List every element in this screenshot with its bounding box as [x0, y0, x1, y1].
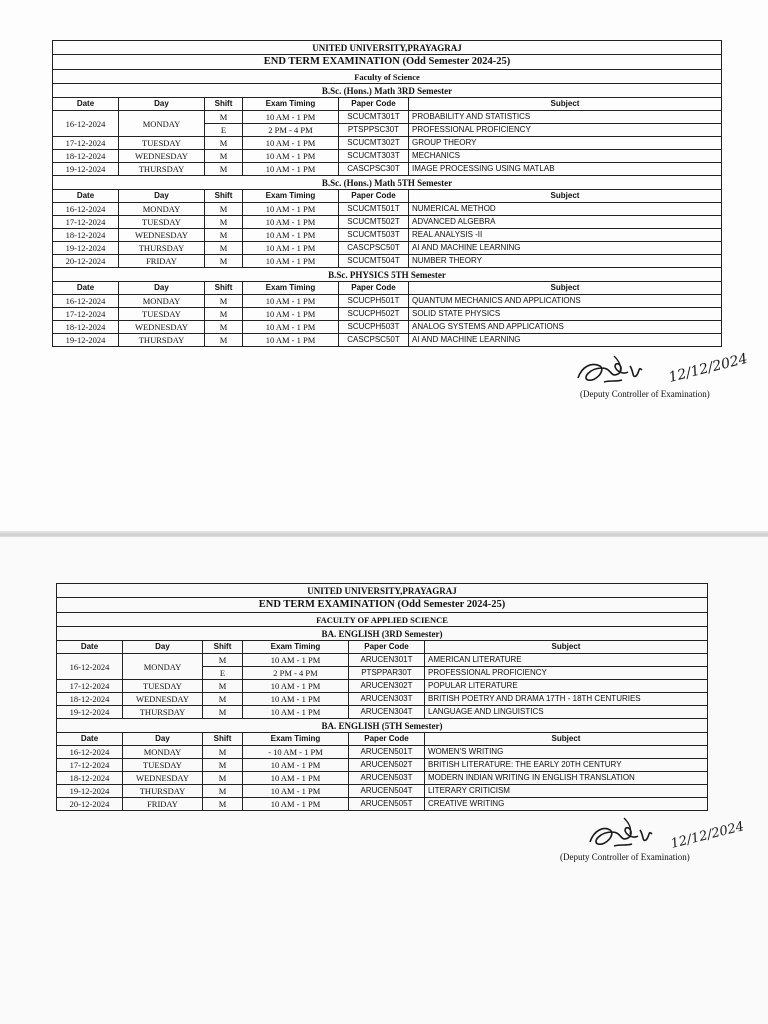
table-row: [57, 772, 708, 785]
table-row: [57, 693, 708, 706]
exam-timing: - 10 AM - 1 PM: [243, 746, 349, 759]
subject-name: REAL ANALYSIS -II: [409, 229, 722, 242]
header-date: Date: [53, 282, 119, 295]
exam-title-row: [57, 598, 708, 613]
exam-timing: 10 AM - 1 PM: [243, 255, 339, 268]
exam-timing: 10 AM - 1 PM: [243, 163, 339, 176]
exam-day: WEDNESDAY: [123, 693, 203, 706]
section-title-row: [53, 84, 722, 98]
exam-title-row: [53, 55, 722, 70]
header-shift: Shift: [205, 190, 243, 203]
exam-date: 16-12-2024: [53, 111, 119, 137]
exam-date: 17-12-2024: [57, 680, 123, 693]
header-date: Date: [53, 98, 119, 111]
exam-timing: 10 AM - 1 PM: [243, 308, 339, 321]
exam-day: THURSDAY: [119, 242, 205, 255]
subject-name: NUMBER THEORY: [409, 255, 722, 268]
header-date: Date: [57, 641, 123, 654]
subject-name: AI AND MACHINE LEARNING: [409, 334, 722, 347]
exam-shift: M: [205, 216, 243, 229]
exam-shift: M: [203, 785, 243, 798]
signature-date: 12/12/2024: [669, 819, 746, 852]
section-title: BA. ENGLISH (3RD Semester): [57, 627, 708, 641]
exam-day: TUESDAY: [123, 680, 203, 693]
faculty-title-row: [57, 613, 708, 627]
subject-name: PROBABILITY AND STATISTICS: [409, 111, 722, 124]
exam-shift: M: [203, 772, 243, 785]
paper-code: SCUCMT303T: [339, 150, 409, 163]
header-day: Day: [119, 98, 205, 111]
signature-date: 12/12/2024: [667, 350, 750, 386]
subject-name: QUANTUM MECHANICS AND APPLICATIONS: [409, 295, 722, 308]
subject-name: ANALOG SYSTEMS AND APPLICATIONS: [409, 321, 722, 334]
exam-date: 18-12-2024: [57, 772, 123, 785]
paper-code: ARUCEN503T: [349, 772, 425, 785]
paper-code: SCUCMT301T: [339, 111, 409, 124]
exam-date: 19-12-2024: [57, 706, 123, 719]
exam-timing: 2 PM - 4 PM: [243, 667, 349, 680]
section-title: B.Sc. (Hons.) Math 3RD Semester: [53, 84, 722, 98]
exam-shift: M: [203, 693, 243, 706]
faculty-title-row: [53, 70, 722, 84]
section-title: B.Sc. PHYSICS 5TH Semester: [53, 268, 722, 282]
subject-name: LANGUAGE AND LINGUISTICS: [425, 706, 708, 719]
exam-date: 19-12-2024: [53, 242, 119, 255]
exam-date: 19-12-2024: [57, 785, 123, 798]
exam-shift: M: [205, 242, 243, 255]
exam-shift: M: [203, 706, 243, 719]
exam-shift: M: [205, 334, 243, 347]
header-subject: Subject: [425, 733, 708, 746]
paper-code: SCUCMT501T: [339, 203, 409, 216]
paper-code: ARUCEN504T: [349, 785, 425, 798]
paper-code: ARUCEN502T: [349, 759, 425, 772]
signature-block: [570, 350, 750, 402]
faculty-title: Faculty of Science: [53, 70, 722, 84]
paper-code: ARUCEN303T: [349, 693, 425, 706]
subject-name: WOMEN'S WRITING: [425, 746, 708, 759]
paper-code: SCUCPH501T: [339, 295, 409, 308]
exam-timing: 2 PM - 4 PM: [243, 124, 339, 137]
section-title: B.Sc. (Hons.) Math 5TH Semester: [53, 176, 722, 190]
column-header-row: [53, 282, 722, 295]
paper-code: SCUCMT302T: [339, 137, 409, 150]
exam-day: MONDAY: [119, 111, 205, 137]
signatory-caption: (Deputy Controller of Examination): [560, 852, 690, 862]
paper-code: PTSPPSC30T: [339, 124, 409, 137]
signature-block: [560, 812, 746, 864]
exam-day: THURSDAY: [123, 706, 203, 719]
exam-shift: E: [203, 667, 243, 680]
table-row: [57, 654, 708, 667]
subject-name: POPULAR LITERATURE: [425, 680, 708, 693]
exam-shift: M: [205, 150, 243, 163]
header-paper-code: Paper Code: [339, 190, 409, 203]
table-row: [53, 111, 722, 124]
column-header-row: [53, 98, 722, 111]
exam-date: 16-12-2024: [53, 203, 119, 216]
exam-timing: 10 AM - 1 PM: [243, 785, 349, 798]
university-title-row: [57, 584, 708, 598]
exam-shift: M: [203, 654, 243, 667]
signatory-caption: (Deputy Controller of Examination): [580, 389, 710, 399]
exam-timing: 10 AM - 1 PM: [243, 321, 339, 334]
exam-timetable-science: [52, 40, 722, 347]
section-title-row: [57, 719, 708, 733]
exam-title: END TERM EXAMINATION (Odd Semester 2024-25): [57, 598, 708, 613]
exam-timing: 10 AM - 1 PM: [243, 759, 349, 772]
exam-shift: M: [203, 680, 243, 693]
exam-day: WEDNESDAY: [119, 321, 205, 334]
exam-shift: M: [205, 229, 243, 242]
table-row: [57, 706, 708, 719]
exam-shift: M: [205, 203, 243, 216]
exam-date: 16-12-2024: [53, 295, 119, 308]
exam-day: MONDAY: [123, 746, 203, 759]
exam-day: WEDNESDAY: [123, 772, 203, 785]
exam-day: MONDAY: [119, 295, 205, 308]
header-day: Day: [123, 641, 203, 654]
header-paper-code: Paper Code: [339, 98, 409, 111]
section-title-row: [53, 176, 722, 190]
paper-code: SCUCMT503T: [339, 229, 409, 242]
exam-day: TUESDAY: [119, 137, 205, 150]
header-day: Day: [119, 282, 205, 295]
section-title: BA. ENGLISH (5TH Semester): [57, 719, 708, 733]
paper-code: ARUCEN301T: [349, 654, 425, 667]
column-header-row: [57, 641, 708, 654]
exam-timing: 10 AM - 1 PM: [243, 654, 349, 667]
exam-date: 17-12-2024: [53, 137, 119, 150]
paper-code: CASCPSC50T: [339, 242, 409, 255]
exam-date: 16-12-2024: [57, 746, 123, 759]
subject-name: BRITISH LITERATURE: THE EARLY 20TH CENTURY: [425, 759, 708, 772]
exam-timing: 10 AM - 1 PM: [243, 242, 339, 255]
table-row: [53, 229, 722, 242]
table-row: [57, 680, 708, 693]
paper-code: SCUCPH503T: [339, 321, 409, 334]
exam-day: THURSDAY: [123, 785, 203, 798]
header-day: Day: [123, 733, 203, 746]
exam-shift: M: [205, 111, 243, 124]
exam-timing: 10 AM - 1 PM: [243, 111, 339, 124]
handwritten-signature-icon: [560, 812, 746, 856]
subject-name: IMAGE PROCESSING USING MATLAB: [409, 163, 722, 176]
exam-timing: 10 AM - 1 PM: [243, 798, 349, 811]
paper-code: CASCPSC50T: [339, 334, 409, 347]
exam-timing: 10 AM - 1 PM: [243, 150, 339, 163]
exam-day: WEDNESDAY: [119, 229, 205, 242]
table-row: [57, 746, 708, 759]
table-row: [53, 308, 722, 321]
faculty-title: FACULTY OF APPLIED SCIENCE: [57, 613, 708, 627]
header-shift: Shift: [205, 98, 243, 111]
table-row: [53, 150, 722, 163]
exam-shift: M: [205, 321, 243, 334]
header-shift: Shift: [203, 733, 243, 746]
exam-day: MONDAY: [119, 203, 205, 216]
subject-name: BRITISH POETRY AND DRAMA 17TH - 18TH CENTURIES: [425, 693, 708, 706]
exam-day: TUESDAY: [119, 308, 205, 321]
subject-name: MODERN INDIAN WRITING IN ENGLISH TRANSLATION: [425, 772, 708, 785]
header-day: Day: [119, 190, 205, 203]
exam-date: 19-12-2024: [53, 163, 119, 176]
exam-date: 18-12-2024: [53, 321, 119, 334]
table-row: [53, 242, 722, 255]
header-date: Date: [57, 733, 123, 746]
exam-day: FRIDAY: [123, 798, 203, 811]
subject-name: CREATIVE WRITING: [425, 798, 708, 811]
exam-date: 16-12-2024: [57, 654, 123, 680]
table-row: [53, 255, 722, 268]
header-exam-timing: Exam Timing: [243, 98, 339, 111]
exam-date: 18-12-2024: [57, 693, 123, 706]
exam-shift: E: [205, 124, 243, 137]
exam-shift: M: [203, 798, 243, 811]
handwritten-signature-icon: [570, 350, 750, 392]
subject-name: NUMERICAL METHOD: [409, 203, 722, 216]
header-shift: Shift: [205, 282, 243, 295]
header-subject: Subject: [425, 641, 708, 654]
header-shift: Shift: [203, 641, 243, 654]
paper-code: PTSPPAR30T: [349, 667, 425, 680]
exam-timing: 10 AM - 1 PM: [243, 680, 349, 693]
table-row: [53, 295, 722, 308]
subject-name: ADVANCED ALGEBRA: [409, 216, 722, 229]
exam-timing: 10 AM - 1 PM: [243, 706, 349, 719]
paper-code: SCUCMT502T: [339, 216, 409, 229]
header-exam-timing: Exam Timing: [243, 190, 339, 203]
header-date: Date: [53, 190, 119, 203]
subject-name: GROUP THEORY: [409, 137, 722, 150]
subject-name: SOLID STATE PHYSICS: [409, 308, 722, 321]
exam-date: 17-12-2024: [53, 216, 119, 229]
table-row: [57, 798, 708, 811]
paper-code: ARUCEN501T: [349, 746, 425, 759]
column-header-row: [57, 733, 708, 746]
header-exam-timing: Exam Timing: [243, 641, 349, 654]
header-paper-code: Paper Code: [349, 733, 425, 746]
subject-name: PROFESSIONAL PROFICIENCY: [409, 124, 722, 137]
exam-day: TUESDAY: [123, 759, 203, 772]
exam-date: 17-12-2024: [57, 759, 123, 772]
table-row: [53, 216, 722, 229]
paper-code: ARUCEN302T: [349, 680, 425, 693]
paper-code: ARUCEN304T: [349, 706, 425, 719]
table-row: [53, 163, 722, 176]
header-subject: Subject: [409, 282, 722, 295]
university-title: UNITED UNIVERSITY,PRAYAGRAJ: [57, 584, 708, 598]
header-exam-timing: Exam Timing: [243, 733, 349, 746]
section-title-row: [57, 627, 708, 641]
subject-name: PROFESSIONAL PROFICIENCY: [425, 667, 708, 680]
exam-timing: 10 AM - 1 PM: [243, 137, 339, 150]
header-paper-code: Paper Code: [349, 641, 425, 654]
exam-day: THURSDAY: [119, 163, 205, 176]
header-exam-timing: Exam Timing: [243, 282, 339, 295]
table-row: [53, 137, 722, 150]
subject-name: AMERICAN LITERATURE: [425, 654, 708, 667]
exam-date: 18-12-2024: [53, 150, 119, 163]
exam-shift: M: [205, 163, 243, 176]
paper-code: SCUCPH502T: [339, 308, 409, 321]
exam-timing: 10 AM - 1 PM: [243, 203, 339, 216]
table-row: [53, 334, 722, 347]
exam-timing: 10 AM - 1 PM: [243, 229, 339, 242]
university-title-row: [53, 41, 722, 55]
section-title-row: [53, 268, 722, 282]
header-subject: Subject: [409, 190, 722, 203]
exam-timing: 10 AM - 1 PM: [243, 216, 339, 229]
paper-code: SCUCMT504T: [339, 255, 409, 268]
table-row: [57, 759, 708, 772]
exam-day: FRIDAY: [119, 255, 205, 268]
exam-day: TUESDAY: [119, 216, 205, 229]
exam-shift: M: [203, 759, 243, 772]
exam-shift: M: [203, 746, 243, 759]
exam-shift: M: [205, 295, 243, 308]
exam-timing: 10 AM - 1 PM: [243, 772, 349, 785]
table-row: [53, 321, 722, 334]
paper-code: CASCPSC30T: [339, 163, 409, 176]
header-paper-code: Paper Code: [339, 282, 409, 295]
exam-date: 19-12-2024: [53, 334, 119, 347]
exam-timing: 10 AM - 1 PM: [243, 334, 339, 347]
exam-shift: M: [205, 137, 243, 150]
paper-code: ARUCEN505T: [349, 798, 425, 811]
table-row: [57, 785, 708, 798]
exam-date: 18-12-2024: [53, 229, 119, 242]
subject-name: AI AND MACHINE LEARNING: [409, 242, 722, 255]
table-row: [53, 203, 722, 216]
header-subject: Subject: [409, 98, 722, 111]
exam-date: 20-12-2024: [57, 798, 123, 811]
exam-shift: M: [205, 308, 243, 321]
exam-timing: 10 AM - 1 PM: [243, 295, 339, 308]
exam-timetable-applied-science: [56, 583, 708, 811]
subject-name: MECHANICS: [409, 150, 722, 163]
exam-timing: 10 AM - 1 PM: [243, 693, 349, 706]
exam-shift: M: [205, 255, 243, 268]
subject-name: LITERARY CRITICISM: [425, 785, 708, 798]
exam-date: 20-12-2024: [53, 255, 119, 268]
exam-date: 17-12-2024: [53, 308, 119, 321]
exam-day: MONDAY: [123, 654, 203, 680]
column-header-row: [53, 190, 722, 203]
exam-day: THURSDAY: [119, 334, 205, 347]
exam-day: WEDNESDAY: [119, 150, 205, 163]
exam-title: END TERM EXAMINATION (Odd Semester 2024-25): [53, 55, 722, 70]
university-title: UNITED UNIVERSITY,PRAYAGRAJ: [53, 41, 722, 55]
